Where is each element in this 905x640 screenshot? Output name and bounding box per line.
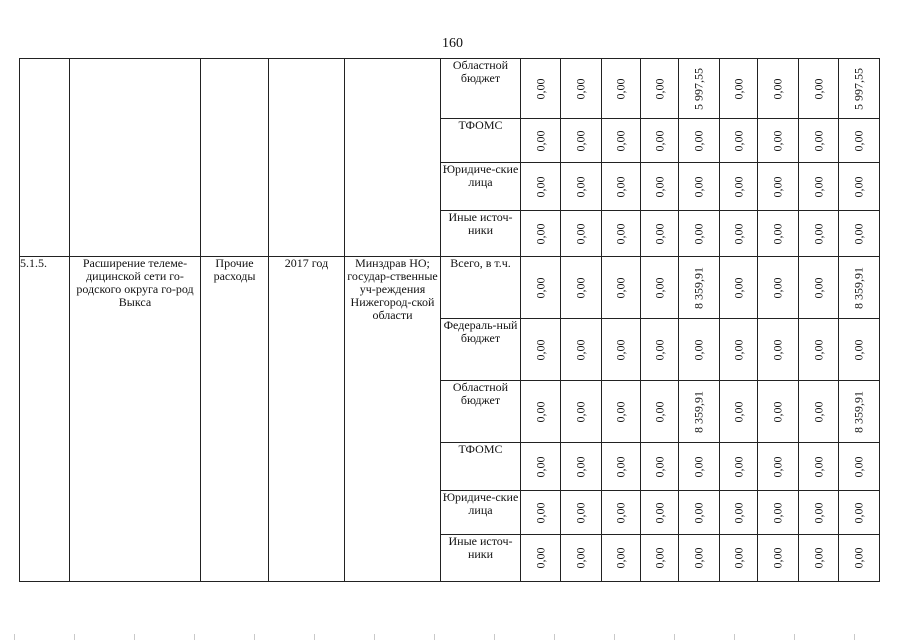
value-cell [561, 319, 602, 381]
value-text: 0,00 [811, 130, 825, 151]
value-text: 0,00 [652, 456, 666, 477]
value-text: 0,00 [811, 277, 825, 298]
funding-source: Юридиче-ские лица [441, 491, 521, 535]
value-cell [679, 381, 720, 443]
value-cell [602, 381, 641, 443]
value-cell [799, 211, 839, 257]
value-text: 0,00 [533, 339, 547, 360]
value-cell [521, 119, 561, 163]
funding-source: Юридиче-ские лица [441, 163, 521, 211]
value-text: 0,00 [652, 401, 666, 422]
value-text: 8 359,91 [691, 266, 706, 309]
expense-type: Прочие расходы [201, 257, 269, 582]
table-row [20, 59, 880, 119]
scan-edge [0, 634, 905, 640]
value-cell [521, 443, 561, 491]
value-text: 0,00 [533, 78, 547, 99]
value-text: 0,00 [573, 502, 588, 523]
value-cell [758, 319, 799, 381]
value-text: 0,00 [770, 401, 785, 422]
funding-source: ТФОМС [441, 443, 521, 491]
value-cell [720, 443, 758, 491]
value-cell [561, 119, 602, 163]
value-cell [799, 491, 839, 535]
value-text: 0,00 [811, 339, 825, 360]
value-text: 0,00 [770, 176, 785, 197]
value-text: 0,00 [613, 130, 628, 151]
value-cell [641, 443, 679, 491]
value-cell [521, 381, 561, 443]
value-cell [758, 491, 799, 535]
value-cell [602, 163, 641, 211]
value-text: 0,00 [573, 176, 588, 197]
value-cell [758, 443, 799, 491]
value-cell [720, 59, 758, 119]
value-text: 0,00 [533, 223, 547, 244]
value-cell [758, 211, 799, 257]
value-text: 0,00 [652, 339, 666, 360]
value-text: 0,00 [770, 78, 785, 99]
value-cell [602, 443, 641, 491]
funding-source: Иные источ-ники [441, 211, 521, 257]
value-cell [679, 211, 720, 257]
value-text: 0,00 [533, 176, 547, 197]
value-text: 0,00 [613, 401, 628, 422]
value-cell [521, 535, 561, 582]
value-text: 0,00 [652, 78, 666, 99]
value-text: 0,00 [770, 456, 785, 477]
value-text: 0,00 [770, 130, 785, 151]
value-cell [641, 59, 679, 119]
funding-source: Федераль-ный бюджет [441, 319, 521, 381]
value-text: 0,00 [811, 547, 825, 569]
value-cell [521, 163, 561, 211]
value-text: 0,00 [770, 277, 785, 298]
value-cell [521, 319, 561, 381]
funding-source: Всего, в т.ч. [441, 257, 521, 319]
value-cell [521, 211, 561, 257]
item-number: 5.1.5. [20, 257, 70, 582]
value-text: 0,00 [533, 456, 547, 477]
carryover-empty-cell [269, 59, 345, 257]
value-cell [561, 491, 602, 535]
value-cell [799, 257, 839, 319]
value-cell [679, 443, 720, 491]
value-cell [561, 163, 602, 211]
value-text: 0,00 [691, 339, 706, 360]
value-text: 0,00 [573, 456, 588, 477]
value-text: 0,00 [851, 547, 866, 569]
carryover-empty-cell [345, 59, 441, 257]
value-text: 0,00 [533, 401, 547, 422]
value-cell [561, 443, 602, 491]
value-text: 0,00 [691, 176, 706, 197]
value-cell [641, 163, 679, 211]
value-cell [561, 257, 602, 319]
value-text: 0,00 [691, 502, 706, 523]
funding-source: ТФОМС [441, 119, 521, 163]
value-cell [799, 59, 839, 119]
value-text: 0,00 [613, 176, 628, 197]
value-cell [602, 59, 641, 119]
funding-source: Областной бюджет [441, 59, 521, 119]
value-cell [521, 59, 561, 119]
value-cell [561, 211, 602, 257]
value-cell [561, 59, 602, 119]
value-cell [602, 211, 641, 257]
value-cell [602, 119, 641, 163]
value-cell [799, 119, 839, 163]
value-cell [679, 257, 720, 319]
value-cell [839, 535, 880, 582]
value-text: 0,00 [613, 547, 628, 569]
value-cell [720, 163, 758, 211]
value-text: 0,00 [652, 130, 666, 151]
value-text: 0,00 [652, 547, 666, 569]
funding-source: Областной бюджет [441, 381, 521, 443]
carryover-empty-cell [70, 59, 201, 257]
value-cell [641, 491, 679, 535]
item-year: 2017 год [269, 257, 345, 582]
value-cell [641, 381, 679, 443]
value-text: 0,00 [691, 223, 706, 244]
value-text: 8 359,91 [691, 390, 706, 433]
item-name: Расширение телеме-дицинской сети го-родского округа го-род Выкса [70, 257, 201, 582]
value-cell [839, 257, 880, 319]
value-text: 0,00 [770, 502, 785, 523]
value-cell [839, 443, 880, 491]
value-cell [758, 163, 799, 211]
value-text: 0,00 [652, 223, 666, 244]
value-text: 0,00 [573, 223, 588, 244]
value-text: 0,00 [573, 130, 588, 151]
value-cell [839, 211, 880, 257]
value-cell [521, 491, 561, 535]
value-text: 0,00 [652, 502, 666, 523]
value-cell [561, 535, 602, 582]
value-text: 8 359,91 [851, 390, 866, 433]
value-text: 0,00 [691, 130, 706, 151]
value-text: 5 997,55 [691, 67, 706, 110]
value-cell [799, 163, 839, 211]
value-cell [839, 319, 880, 381]
value-text: 0,00 [573, 277, 588, 298]
value-cell [720, 257, 758, 319]
value-cell [799, 535, 839, 582]
value-text: 0,00 [731, 547, 745, 569]
value-text: 0,00 [613, 502, 628, 523]
value-cell [641, 211, 679, 257]
value-text: 0,00 [811, 401, 825, 422]
value-text: 0,00 [731, 339, 745, 360]
value-text: 0,00 [770, 547, 785, 569]
carryover-empty-cell [201, 59, 269, 257]
value-cell [839, 119, 880, 163]
value-cell [799, 443, 839, 491]
value-text: 0,00 [851, 456, 866, 477]
value-text: 0,00 [731, 78, 745, 99]
table-row [20, 257, 880, 319]
value-text: 0,00 [691, 547, 706, 569]
value-text: 0,00 [811, 502, 825, 523]
value-text: 0,00 [731, 130, 745, 151]
value-cell [602, 491, 641, 535]
value-text: 0,00 [573, 401, 588, 422]
value-text: 0,00 [811, 78, 825, 99]
value-cell [758, 119, 799, 163]
value-text: 0,00 [573, 339, 588, 360]
value-text: 5 997,55 [851, 67, 866, 110]
item-executor: Минздрав НО; государ-ственные уч-реждения Нижегород-ской области [345, 257, 441, 582]
value-text: 0,00 [811, 176, 825, 197]
value-cell [720, 535, 758, 582]
value-cell [839, 59, 880, 119]
value-cell [602, 257, 641, 319]
value-cell [561, 381, 602, 443]
value-text: 0,00 [731, 401, 745, 422]
value-text: 0,00 [851, 502, 866, 523]
value-cell [758, 535, 799, 582]
page-number: 160 [442, 36, 463, 51]
value-cell [641, 257, 679, 319]
value-cell [679, 491, 720, 535]
carryover-empty-cell [20, 59, 70, 257]
value-text: 0,00 [573, 78, 588, 99]
value-text: 0,00 [533, 277, 547, 298]
budget-table [19, 58, 880, 582]
value-cell [679, 163, 720, 211]
value-cell [839, 491, 880, 535]
value-cell [641, 319, 679, 381]
value-text: 0,00 [731, 176, 745, 197]
value-cell [679, 119, 720, 163]
value-text: 0,00 [851, 223, 866, 244]
value-cell [679, 59, 720, 119]
value-cell [758, 257, 799, 319]
value-cell [720, 381, 758, 443]
value-cell [641, 535, 679, 582]
value-cell [758, 381, 799, 443]
value-cell [839, 381, 880, 443]
funding-source: Иные источ-ники [441, 535, 521, 582]
value-text: 0,00 [811, 223, 825, 244]
value-text: 0,00 [731, 502, 745, 523]
value-cell [602, 319, 641, 381]
value-cell [720, 211, 758, 257]
value-text: 8 359,91 [851, 266, 866, 309]
value-text: 0,00 [731, 277, 745, 298]
value-text: 0,00 [613, 277, 628, 298]
value-cell [679, 319, 720, 381]
value-text: 0,00 [691, 456, 706, 477]
value-text: 0,00 [613, 223, 628, 244]
value-text: 0,00 [731, 456, 745, 477]
value-text: 0,00 [770, 339, 785, 360]
value-cell [799, 319, 839, 381]
value-text: 0,00 [851, 339, 866, 360]
value-text: 0,00 [613, 78, 628, 99]
value-text: 0,00 [573, 547, 588, 569]
value-cell [839, 163, 880, 211]
value-cell [799, 381, 839, 443]
value-text: 0,00 [613, 456, 628, 477]
value-text: 0,00 [533, 130, 547, 151]
value-text: 0,00 [731, 223, 745, 244]
value-cell [720, 491, 758, 535]
value-cell [758, 59, 799, 119]
value-text: 0,00 [851, 176, 866, 197]
value-text: 0,00 [533, 502, 547, 523]
value-text: 0,00 [811, 456, 825, 477]
value-cell [720, 319, 758, 381]
value-text: 0,00 [770, 223, 785, 244]
value-text: 0,00 [652, 277, 666, 298]
value-text: 0,00 [533, 547, 547, 569]
value-cell [679, 535, 720, 582]
value-cell [720, 119, 758, 163]
value-text: 0,00 [652, 176, 666, 197]
value-cell [641, 119, 679, 163]
value-cell [521, 257, 561, 319]
value-cell [602, 535, 641, 582]
value-text: 0,00 [613, 339, 628, 360]
value-text: 0,00 [851, 130, 866, 151]
